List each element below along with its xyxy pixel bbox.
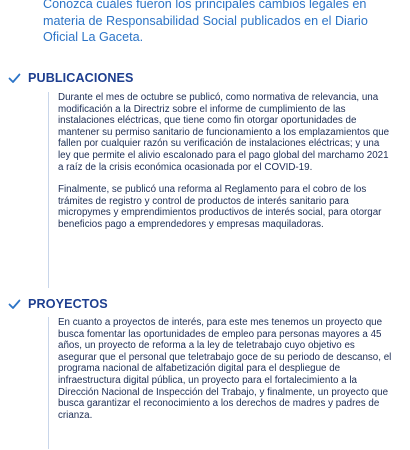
section-title-publicaciones: PUBLICACIONES: [28, 71, 134, 85]
intro-text: Conozca cuáles fueron los principales cambios legales en materia de Responsabilidad Social publicados en el Diario Oficial La Gaceta.: [43, 0, 368, 44]
section-body-proyectos: [48, 317, 394, 449]
section-body-publicaciones: [48, 92, 394, 288]
section-header-proyectos[interactable]: [8, 297, 388, 311]
paragraph: Finalmente, se publicó una reforma al Reglamento para el cobro de los trámites de registro y control de productos de interés sanitario para micropymes y emprendimientos productivos de interés social, para otorgar beneficios pago a emprendedores y empresas maquiladoras.: [58, 184, 382, 230]
section-title-proyectos: PROYECTOS: [28, 297, 108, 311]
paragraph: En cuanto a proyectos de interés, para este mes tenemos un proyecto que busca fomentar las oportunidades de empleo para personas mayores a 45 años, un proyecto de reforma a la ley de teletrabajo cuyo objetivo es asegurar que el personal que teletrabajo goce de su periodo de descanso, el programa nacional de alfabetización digital para el despliegue de infraestructura digital pública, un proyecto para el fortalecimiento a la Dirección Nacional de Inspección del Trabajo, y finalmente, un proyecto que busca garantizar el reconocimiento a los derechos de madres y padres de crianza.: [58, 317, 392, 421]
chevron-check-icon: [8, 72, 21, 85]
section-header-publicaciones[interactable]: [8, 71, 388, 85]
paragraph: Durante el mes de octubre se publicó, como normativa de relevancia, una modificación a la Directriz sobre el informe de cumplimiento de las instalaciones eléctricas, que tiene como fin otorgar oportunidades de mantener su permiso sanitario de funcionamiento a los emplazamientos que fallen por cualquier razón su verificación de instalaciones eléctricas; y una ley que permite el alivio escalonado para el pago global del marchamo 2021 a raíz de la crisis económica ocasionada por el COVID-19.: [58, 92, 390, 173]
chevron-check-icon: [8, 298, 21, 311]
